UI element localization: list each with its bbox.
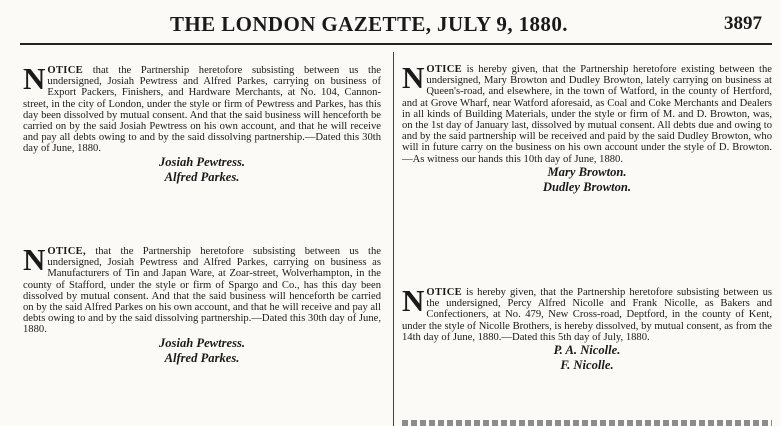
notice-browton xyxy=(402,60,772,195)
notice-lead-word: OTICE xyxy=(426,64,463,75)
column-divider xyxy=(393,52,394,426)
notice-pewtress-parkes-tin xyxy=(23,242,381,366)
dropcap-letter: N xyxy=(402,60,425,95)
notice-pewtress-parkes-export xyxy=(23,61,381,185)
page-title: THE LONDON GAZETTE, JULY 9, 1880. xyxy=(170,12,568,36)
signature: Dudley Browton. xyxy=(542,179,632,194)
dropcap-letter: N xyxy=(23,61,46,96)
notice-body: is hereby given, that the Partnership heretofore subsisting between us the undersigned, Percy Alfred Nicolle and Frank Nicolle, as Bakers and Confectioners, at No. 479, New Cross-road, Deptford, in the county of Kent, under the style of Nicolle Brothers, is hereby dissolved, by mutual consent, as from the 14th day of June, 1880.—Dated this 5th day of July, 1880. xyxy=(402,287,772,343)
notice-lead-word: OTICE xyxy=(426,287,463,298)
signature: Mary Browton. xyxy=(547,164,627,179)
cut-off-next-notice xyxy=(402,420,772,426)
notice-lead-word: OTICE xyxy=(47,65,84,76)
dropcap-letter: N xyxy=(23,242,46,277)
notice-body: is hereby given, that the Partnership heretofore existing between the undersigned, Mary Browton and Dudley Browton, lately carrying on business at Queen's-road, and elsewhere, in the town of Watford, in the county of Hertford, and at Grove Wharf, near Watford aforesaid, as Coal and Coke Merchants and Dealers in all kinds of Building Materials, under the style or firm of M. and D. Browton, was, on the 1st day of January last, dissolved by mutual consent. All debts due and owing to and by the said partnership will be received and paid by the said Dudley Browton, who will in future carry on the business on his own account under the style of D. Browton.—As witness our hands this 10th day of June, 1880. xyxy=(402,64,772,165)
notice-body: that the Partnership heretofore subsisting between us the undersigned, Josiah Pewtress and Alfred Parkes, carrying on business of Export Packers, Finishers, and Hardware Merchants, at No. 104, Cannon-street, in the city of London, under the style or firm of Pewtress and Parkes, has this day been dissolved by mutual consent. And that the said business will henceforth be carried on by the said Josiah Pewtress on his own account, and that he will receive and pay all debts owing to and by the said dissolving partnership.—Dated this 30th day of June, 1880. xyxy=(23,65,381,155)
signature: P. A. Nicolle. xyxy=(553,343,621,358)
signature: Josiah Pewtress. xyxy=(158,154,246,169)
notice-body: that the Partnership heretofore subsisting between us the undersigned, Josiah Pewtress and Alfred Parkes, carrying on business as Manufacturers of Tin and Japan Ware, at Zoar-street, Wolverhampton, in the county of Stafford, under the style or firm of Spargo and Co., has this day been dissolved by mutual consent. And that the said business will henceforth be carried on by the said Alfred Parkes on his own account, and that he will receive and pay all debts owing to and by the said dissolving partnership.—Dated this 30th day of June, 1880. xyxy=(23,246,381,336)
notice-nicolle xyxy=(402,283,772,373)
page-number: 3897 xyxy=(724,13,762,34)
gazette-header xyxy=(0,8,781,38)
signature: Alfred Parkes. xyxy=(164,350,240,365)
dropcap-letter: N xyxy=(402,283,425,318)
signature: Alfred Parkes. xyxy=(164,169,240,184)
signature: F. Nicolle. xyxy=(560,358,614,373)
header-rule xyxy=(20,43,772,45)
notice-lead-word: OTICE, xyxy=(47,246,86,257)
signature: Josiah Pewtress. xyxy=(158,335,246,350)
